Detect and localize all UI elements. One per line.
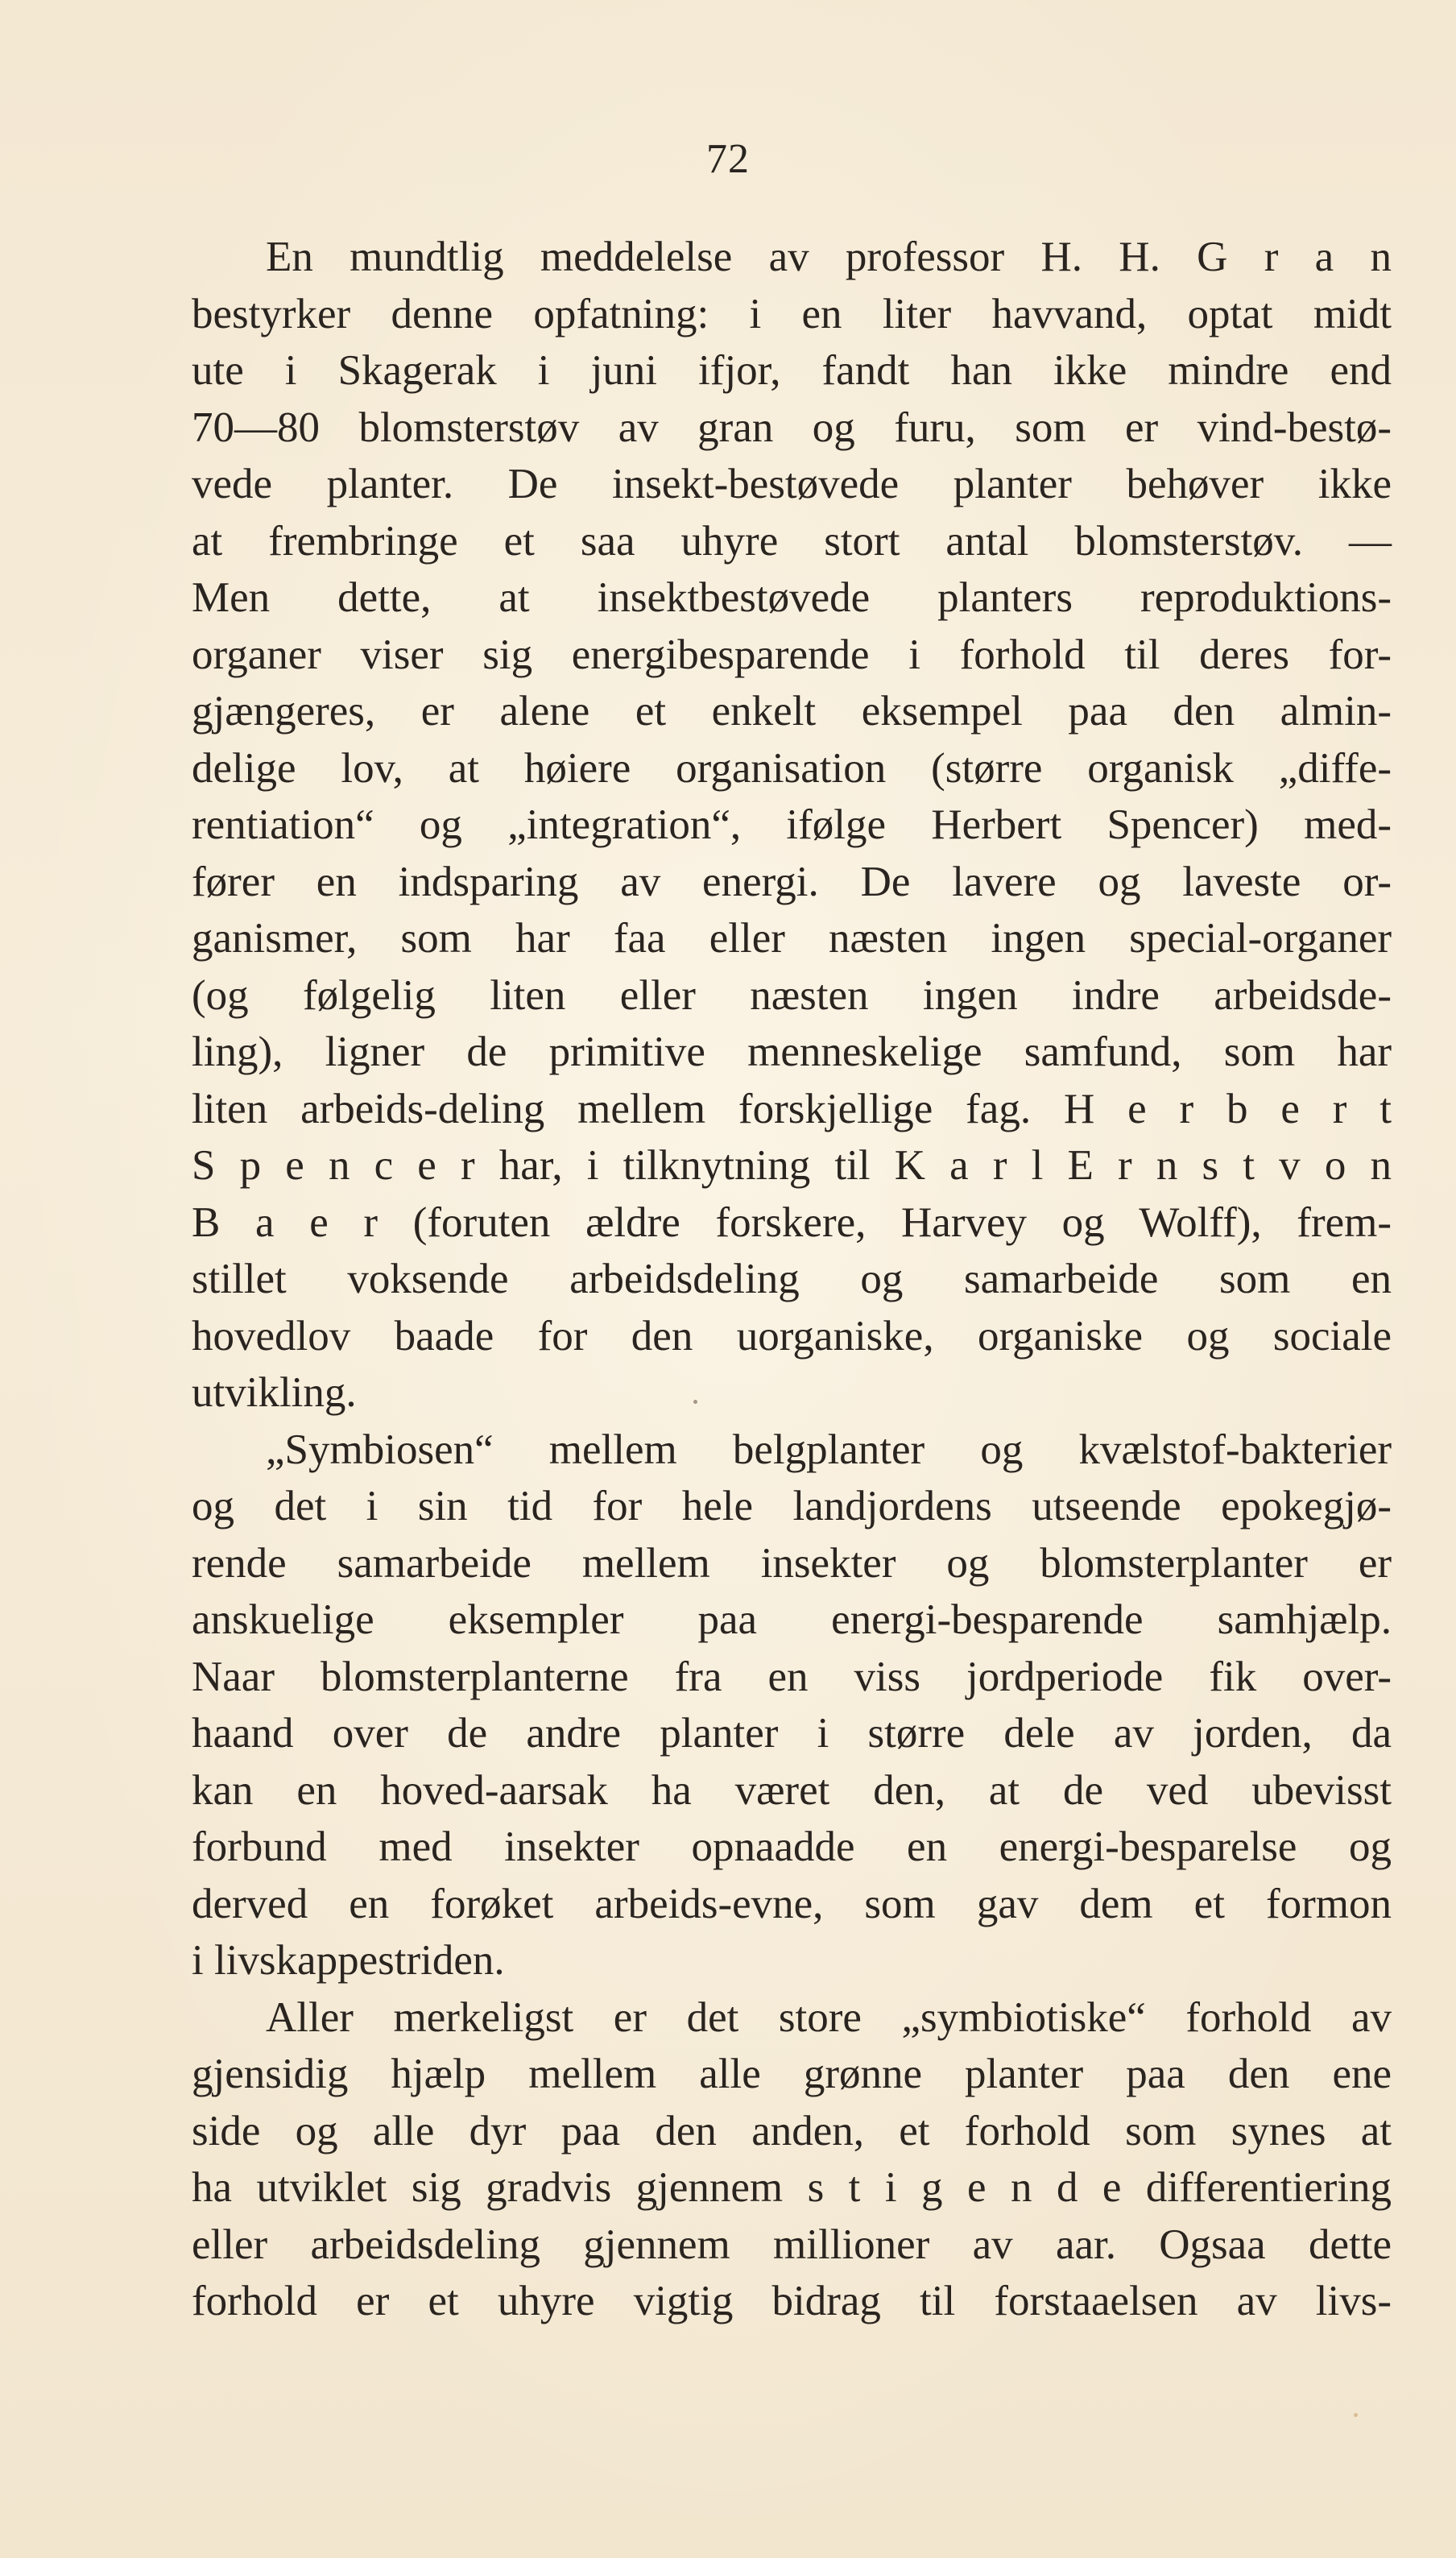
body-text xyxy=(192,229,1392,2330)
text-line: haand over de andre planter i større dele av jorden, da xyxy=(192,1710,1392,1757)
text-line: gjængeres, er alene et enkelt eksempel paa den almin- xyxy=(192,688,1392,735)
text-line: ganismer, som har faa eller næsten ingen special-organer xyxy=(192,915,1392,962)
text-line: stillet voksende arbeidsdeling og samarbeide som en xyxy=(192,1256,1392,1302)
text-line: kan en hoved-aarsak ha været den, at de ved ubevisst xyxy=(192,1766,1392,1814)
text-line: fører en indsparing av energi. De lavere og laveste or- xyxy=(192,858,1392,905)
text-line: delige lov, at høiere organisation (større organisk „diffe- xyxy=(192,744,1392,792)
text-line: rende samarbeide mellem insekter og blomsterplanter er xyxy=(192,1539,1392,1587)
text-line: ute i Skagerak i juni ifjor, fandt han ikke mindre end xyxy=(192,347,1392,394)
text-line: ling), ligner de primitive menneskelige samfund, som har xyxy=(192,1029,1392,1075)
text-line: ha utviklet sig gradvis gjennem s t i g e n d e differentiering xyxy=(192,2164,1392,2211)
text-line: Aller merkeligst er det store „symbiotiske“ forhold av xyxy=(266,1993,1392,2041)
page-number: 72 xyxy=(706,136,750,182)
text-line: at frembringe et saa uhyre stort antal blomsterstøv. — xyxy=(192,517,1392,565)
text-line: „Symbiosen“ mellem belgplanter og kvælstof-bakterier xyxy=(266,1426,1392,1473)
text-line: (og følgelig liten eller næsten ingen indre arbeidsde- xyxy=(192,971,1392,1019)
text-line: rentiation“ og „integration“, ifølge Herbert Spencer) med- xyxy=(192,801,1392,848)
text-line: bestyrker denne opfatning: i en liter havvand, optat midt xyxy=(192,290,1392,337)
text-line: 70—80 blomsterstøv av gran og furu, som er vind-bestø- xyxy=(192,404,1392,451)
text-line: hovedlov baade for den uorganiske, organiske og sociale xyxy=(192,1312,1392,1360)
text-line: gjensidig hjælp mellem alle grønne planter paa den ene xyxy=(192,2051,1392,2097)
text-line: i livskappestriden. xyxy=(192,1937,505,1984)
text-line: derved en forøket arbeids-evne, som gav dem et formon xyxy=(192,1880,1392,1927)
text-line: utvikling. xyxy=(192,1369,357,1416)
text-line: forbund med insekter opnaadde en energi-besparelse og xyxy=(192,1823,1392,1870)
text-line: S p e n c e r har, i tilknytning til K a r l E r n s t v o n xyxy=(192,1142,1392,1189)
text-line: Naar blomsterplanterne fra en viss jordperiode fik over- xyxy=(192,1653,1392,1700)
text-line: og det i sin tid for hele landjordens utseende epokegjø- xyxy=(192,1483,1392,1529)
text-line: forhold er et uhyre vigtig bidrag til forstaaelsen av livs- xyxy=(192,2278,1392,2324)
text-line: side og alle dyr paa den anden, et forhold som synes at xyxy=(192,2107,1392,2154)
text-line: organer viser sig energibesparende i forhold til deres for- xyxy=(192,631,1392,678)
text-line: Men dette, at insektbestøvede planters reproduktions- xyxy=(192,574,1392,621)
text-line: B a e r (foruten ældre forskere, Harvey og Wolff), frem- xyxy=(192,1198,1392,1246)
text-line: liten arbeids-deling mellem forskjellige fag. H e r b e r t xyxy=(192,1085,1392,1132)
text-line: En mundtlig meddelelse av professor H. H. G r a n xyxy=(266,234,1392,280)
paper-speck xyxy=(1354,2413,1358,2417)
text-line: vede planter. De insekt-bestøvede planter behøver ikke xyxy=(192,461,1392,507)
text-line: anskuelige eksempler paa energi-besparende samhjælp. xyxy=(192,1596,1392,1643)
paper-speck xyxy=(693,1400,697,1404)
text-line: eller arbeidsdeling gjennem millioner av aar. Ogsaa dette xyxy=(192,2221,1392,2268)
